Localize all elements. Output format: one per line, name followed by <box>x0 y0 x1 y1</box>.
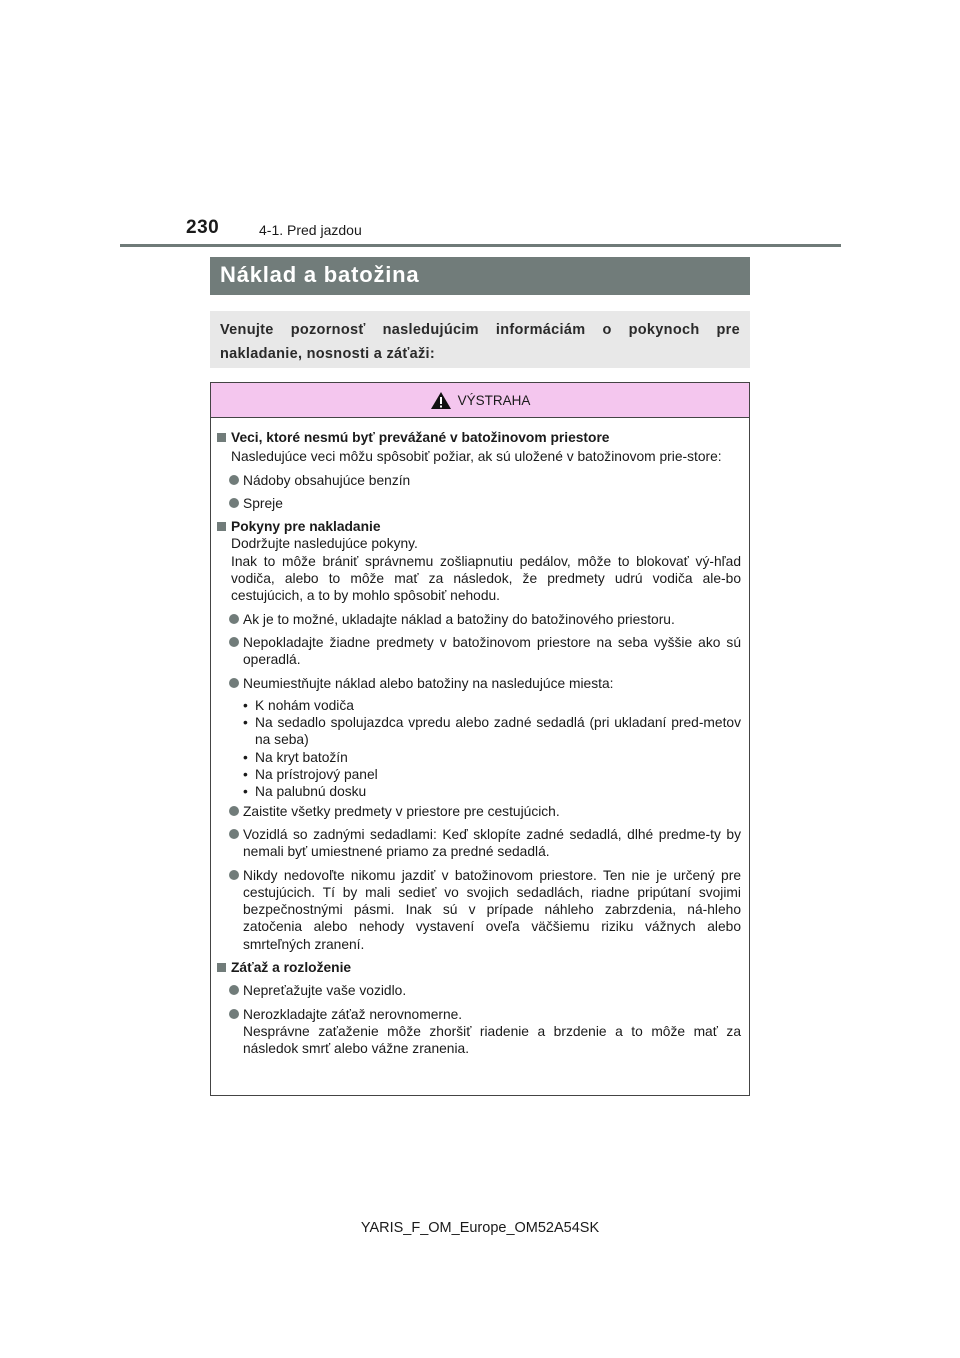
sub-list-item: • Na sedadlo spolujazdca vpredu alebo zadné sedadlá (pri ukladaní pred-metov na seba) <box>243 715 741 748</box>
list-item <box>217 472 741 489</box>
list-item-text: Vozidlá so zadnými sedadlami: Keď sklopíte zadné sedadlá, dlhé predme-ty by nemali byť umiestnené priamo za predné sedadlá. <box>243 826 741 860</box>
list-item-text: Nádoby obsahujúce benzín <box>243 472 411 488</box>
section-heading <box>217 429 741 446</box>
section-heading-text: Veci, ktoré nesmú byť prevážané v batožinovom priestore <box>231 430 610 445</box>
circle-bullet-icon <box>229 985 239 995</box>
circle-bullet-icon <box>229 498 239 508</box>
list-item-text: Nesprávne zaťaženie môže zhoršiť riadenie a brzdenie a to môže mať za následok smrť alebo vážne zranenia. <box>243 1023 741 1057</box>
warning-triangle-icon <box>430 391 452 410</box>
circle-bullet-icon <box>229 475 239 485</box>
sub-list-item-text: K nohám vodiča <box>255 697 354 713</box>
sub-list-item: • Na palubnú dosku <box>243 784 367 800</box>
circle-bullet-icon <box>229 829 239 839</box>
list-item-text: Ak je to možné, ukladajte náklad a batožiny do batožinového priestoru. <box>243 611 675 627</box>
warning-body <box>211 418 749 1058</box>
list-item-text: Nikdy nedovoľte nikomu jazdiť v batožinovom priestore. Ten nie je určený pre cestujúcich. Tí by mali sedieť vo svojich sedadlách, riadne pripútaní svojimi bezpečnostnými pásmi. Inak sú v prípade náhleho zabrzdenia, ná-hleho zatočenia alebo nehody vystavení oveľa väčšiemu riziku vážnych alebo smrteľných zranení. <box>243 867 741 952</box>
sub-list-item-text: Na sedadlo spolujazdca vpredu alebo zadné sedadlá (pri ukladaní pred-metov na seba) <box>255 715 741 748</box>
intro-text: Venujte pozornosť nasledujúcim informáciám o pokynoch pre nakladanie, nosnosti a záťaži: <box>220 322 740 362</box>
circle-bullet-icon <box>229 1009 239 1019</box>
sub-list-item: • K nohám vodiča <box>243 697 354 713</box>
section-label: 4-1. Pred jazdou <box>259 222 362 238</box>
sub-list-item: • Na kryt batožín <box>243 749 348 765</box>
list-item <box>217 675 741 692</box>
circle-bullet-icon <box>229 870 239 880</box>
section-heading-text: Záťaž a rozloženie <box>231 960 352 976</box>
list-item-text: Neumiestňujte náklad alebo batožiny na nasledujúce miesta: <box>243 675 614 691</box>
page-number: 230 <box>186 217 220 238</box>
circle-bullet-icon <box>229 678 239 688</box>
list-item <box>217 611 741 628</box>
list-item-text: Nerozkladajte záťaž nerovnomerne. <box>243 1006 463 1022</box>
paragraph: Nasledujúce veci môžu spôsobiť požiar, ak sú uložené v batožinovom prie-store: <box>231 449 722 465</box>
paragraph: Inak to môže brániť správnemu zošliapnutiu pedálov, môže to blokovať vý-hľad vodiča, alebo to môže mať za následok, že predmety udrú vodiča ale-bo cestujúcich, a to by mohlo spôsobiť nehodu. <box>231 553 741 604</box>
square-bullet-icon <box>217 963 226 972</box>
list-item <box>217 495 741 512</box>
section-heading <box>217 959 741 976</box>
square-bullet-icon <box>217 522 226 531</box>
sub-list-item: • Na prístrojový panel <box>243 767 378 783</box>
intro-box <box>210 311 750 368</box>
list-item <box>217 803 741 820</box>
sub-list-item-text: Na prístrojový panel <box>255 767 378 783</box>
square-bullet-icon <box>217 433 226 442</box>
list-item <box>217 826 741 861</box>
warning-label: VÝSTRAHA <box>457 392 531 408</box>
section-heading-text: Pokyny pre nakladanie <box>231 519 381 535</box>
page-title: Náklad a batožina <box>210 257 750 295</box>
list-item <box>217 982 741 999</box>
warning-box <box>210 382 750 1096</box>
footer-document-id: YARIS_F_OM_Europe_OM52A54SK <box>360 1220 600 1236</box>
list-item-text: Zaistite všetky predmety v priestore pre cestujúcich. <box>243 803 560 819</box>
header-rule <box>120 244 841 247</box>
section-heading <box>217 518 741 535</box>
circle-bullet-icon <box>229 614 239 624</box>
list-item-text: Nepreťažujte vaše vozidlo. <box>243 983 407 999</box>
list-item-text: Nepokladajte žiadne predmety v batožinovom priestore na seba vyššie ako sú operadlá. <box>243 634 741 668</box>
sub-list <box>217 697 741 801</box>
circle-bullet-icon <box>229 637 239 647</box>
list-item-text: Spreje <box>243 495 283 511</box>
paragraph: Dodržujte nasledujúce pokyny. <box>231 536 418 552</box>
warning-header <box>211 383 749 418</box>
list-item <box>217 867 741 953</box>
sub-list-item-text: Na palubnú dosku <box>255 784 367 800</box>
list-item <box>217 634 741 669</box>
list-item <box>217 1006 741 1058</box>
sub-list-item-text: Na kryt batožín <box>255 749 348 765</box>
circle-bullet-icon <box>229 806 239 816</box>
